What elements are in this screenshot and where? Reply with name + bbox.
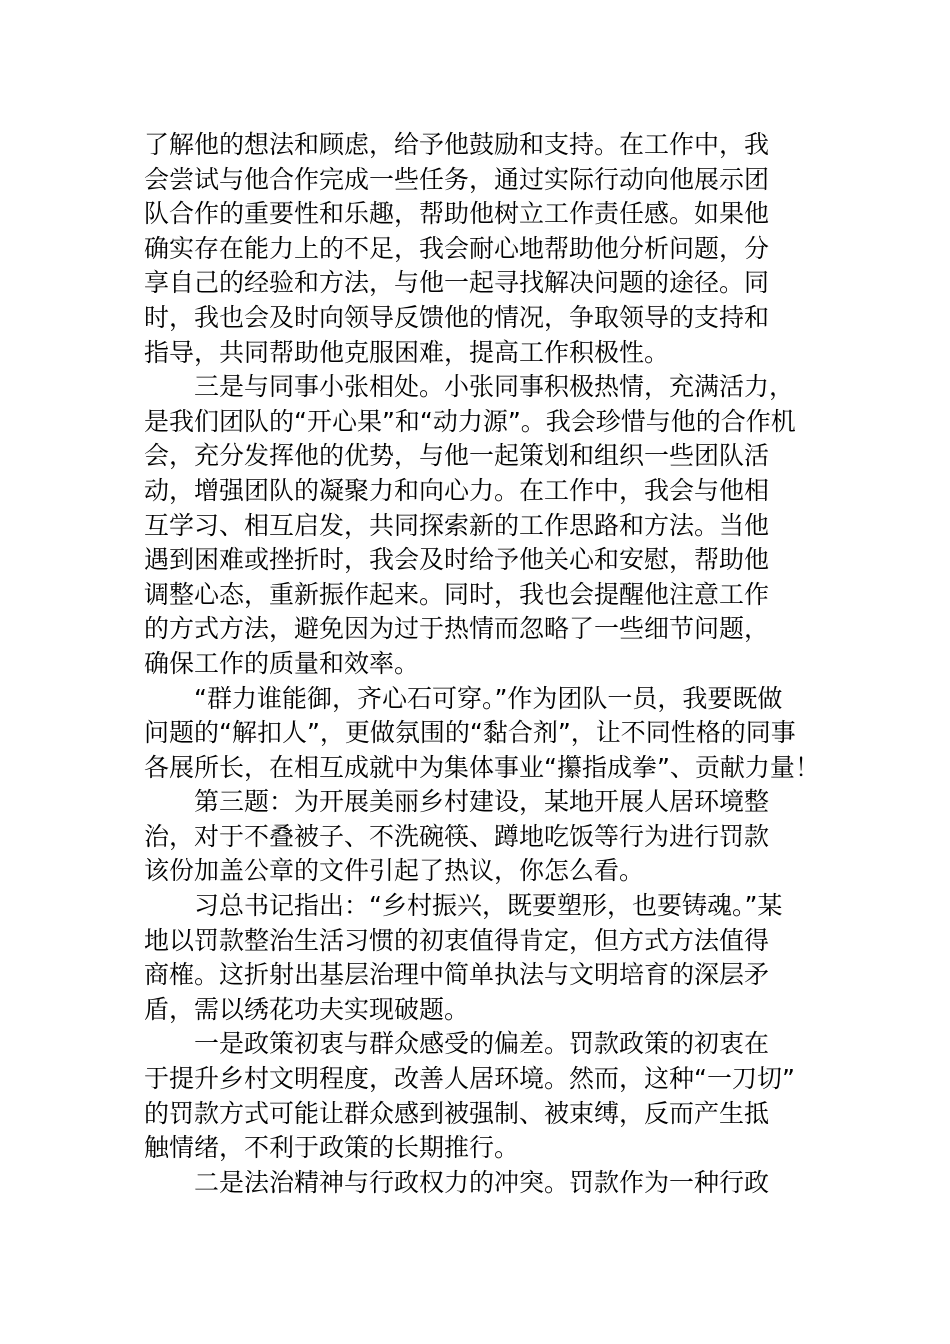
document-body [144, 128, 844, 1200]
text-line: 治，对于不叠被子、不洗碗筷、蹲地吃饭等行为进行罚款 [144, 821, 770, 851]
text-line: 盾，需以绣花功夫实现破题。 [144, 994, 470, 1024]
text-line: 三是与同事小张相处。小张同事积极热情，充满活力， [194, 372, 795, 402]
text-line: 了解他的想法和顾虑，给予他鼓励和支持。在工作中，我 [144, 130, 770, 159]
text-line: 会，充分发挥他的优势，与他一起策划和组织一些团队活 [144, 441, 770, 471]
text-line: 习总书记指出：“乡村振兴，既要塑形，也要铸魂。”某 [194, 891, 783, 921]
text-line: 的方式方法，避免因为过于热情而忽略了一些细节问题， [144, 614, 770, 644]
text-line: 二是法治精神与行政权力的冲突。罚款作为一种行政 [194, 1167, 770, 1197]
text-line: “群力谁能御，齐心石可穿。”作为团队一员，我要既做 [194, 683, 783, 713]
text-line: 遇到困难或挫折时，我会及时给予他关心和安慰，帮助他 [144, 545, 770, 575]
text-line: 确保工作的质量和效率。 [144, 648, 420, 678]
text-line: 是我们团队的“开心果”和“动力源”。我会珍惜与他的合作机 [144, 406, 796, 436]
text-line: 队合作的重要性和乐趣，帮助他树立工作责任感。如果他 [144, 199, 770, 229]
text-line: 会尝试与他合作完成一些任务，通过实际行动向他展示团 [144, 164, 770, 194]
text-line: 时，我也会及时向领导反馈他的情况，争取领导的支持和 [144, 302, 770, 332]
text-line: 享自己的经验和方法，与他一起寻找解决问题的途径。同 [144, 268, 770, 298]
text-line: 调整心态，重新振作起来。同时，我也会提醒他注意工作 [144, 579, 770, 609]
text-line: 触情绪，不利于政策的长期推行。 [144, 1133, 520, 1163]
text-line: 商榷。这折射出基层治理中简单执法与文明培育的深层矛 [144, 960, 770, 990]
text-line: 互学习、相互启发，共同探索新的工作思路和方法。当他 [144, 510, 770, 540]
text-line: 于提升乡村文明程度，改善人居环境。然而，这种“一刀切” [144, 1064, 795, 1094]
text-line: 一是政策初衷与群众感受的偏差。罚款政策的初衷在 [194, 1029, 770, 1059]
text-line: 确实存在能力上的不足，我会耐心地帮助他分析问题，分 [144, 233, 770, 263]
text-line: 第三题：为开展美丽乡村建设，某地开展人居环境整 [194, 787, 770, 817]
text-line: 指导，共同帮助他克服困难，提高工作积极性。 [144, 337, 670, 367]
text-line: 的罚款方式可能让群众感到被强制、被束缚，反而产生抵 [144, 1098, 770, 1128]
text-line: 各展所长，在相互成就中为集体事业“攥指成拳”、贡献力量！ [144, 752, 820, 782]
text-line: 动，增强团队的凝聚力和向心力。在工作中，我会与他相 [144, 475, 770, 505]
text-line: 问题的“解扣人”，更做氛围的“黏合剂”，让不同性格的同事 [144, 718, 796, 748]
text-line: 地以罚款整治生活习惯的初衷值得肯定，但方式方法值得 [144, 925, 770, 955]
text-line: 该份加盖公章的文件引起了热议，你怎么看。 [144, 856, 645, 886]
